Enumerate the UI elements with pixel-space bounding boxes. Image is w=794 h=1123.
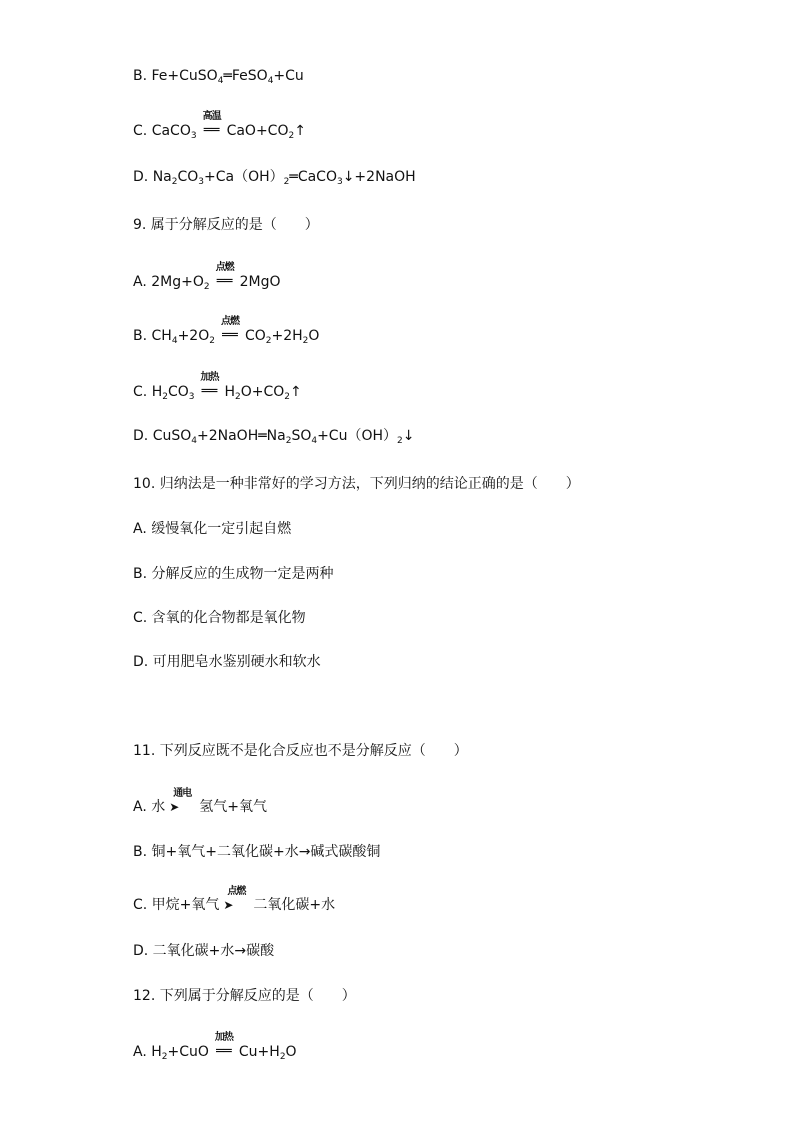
reactants: C. 甲烷+氧气 — [133, 897, 220, 913]
reaction-condition — [219, 316, 241, 346]
option-9d — [133, 426, 414, 446]
condition-text: 高温 — [202, 111, 221, 122]
option-label: B. — [133, 68, 152, 84]
reactants: $H_2+CuO$ — [151, 1044, 209, 1062]
condition-text: 通电 — [173, 788, 192, 799]
arrow-icon: ➤ — [169, 800, 180, 814]
condition-text: 点燃 — [227, 886, 246, 897]
option-8b — [133, 66, 304, 86]
option-label: A. — [133, 274, 152, 290]
reactants: A. 水 — [133, 799, 166, 815]
option-label: C. — [133, 384, 152, 400]
question-12: 12. 下列属于分解反应的是（ ） — [133, 988, 356, 1004]
equals-sign: ══ — [222, 328, 238, 343]
option-label: B. — [133, 328, 152, 344]
reaction-condition — [198, 372, 220, 402]
option-10c: C. 含氧的化合物都是氧化物 — [133, 610, 306, 626]
option-label: D. — [133, 169, 153, 185]
question-9: 9. 属于分解反应的是（ ） — [133, 217, 319, 233]
option-11a — [133, 788, 267, 817]
reaction-condition — [201, 111, 223, 141]
option-8c — [133, 111, 306, 141]
chemical-equation: $CuSO_4+2NaOH═Na_2SO_4+Cu(OH)_2↓$ — [152, 428, 415, 446]
option-11b: B. 铜+氧气+二氧化碳+水→碱式碳酸铜 — [133, 844, 381, 860]
option-11c — [133, 886, 336, 915]
condition-text: 点燃 — [215, 262, 234, 273]
option-label: A. — [133, 1044, 152, 1060]
option-10d: D. 可用肥皂水鉴别硬水和软水 — [133, 654, 321, 670]
products: $CaO+CO_2↑$ — [226, 123, 306, 141]
chemical-equation: $Na_2CO_3+Ca(OH)_2═CaCO_3↓+2NaOH$ — [152, 169, 416, 187]
products: $H_2O+CO_2↑$ — [224, 384, 302, 402]
equals-sign: ══ — [201, 384, 218, 399]
condition-text: 加热 — [200, 372, 219, 383]
condition-text: 加热 — [214, 1032, 233, 1043]
reaction-condition — [213, 1032, 235, 1062]
option-12a — [133, 1032, 297, 1062]
reactants: $H_2CO_3$ — [151, 384, 195, 402]
question-11: 11. 下列反应既不是化合反应也不是分解反应（ ） — [133, 743, 468, 759]
option-label: C. — [133, 123, 152, 139]
products: 二氧化碳+水 — [253, 897, 336, 913]
products: 氢气+氧气 — [199, 799, 267, 815]
reaction-condition — [223, 886, 249, 915]
reaction-condition — [169, 788, 195, 817]
products: $Cu+H_2O$ — [238, 1044, 297, 1062]
chemical-equation: Fe+CuSO$_4$═FeSO$_4$+Cu — [151, 68, 304, 86]
reactants: $2Mg+O_2$ — [151, 274, 210, 292]
reactants: $CH_4+2O_2$ — [151, 328, 215, 346]
products: 2MgO — [239, 274, 281, 290]
option-label: D. — [133, 428, 153, 444]
condition-text: 点燃 — [220, 316, 239, 327]
question-10: 10. 归纳法是一种非常好的学习方法，下列归纳的结论正确的是（ ） — [133, 476, 580, 492]
option-10b: B. 分解反应的生成物一定是两种 — [133, 566, 334, 582]
option-9b — [133, 316, 320, 346]
option-11d: D. 二氧化碳+水→碳酸 — [133, 943, 275, 959]
option-10a: A. 缓慢氧化一定引起自燃 — [133, 521, 292, 537]
equals-sign: ══ — [216, 1044, 232, 1059]
products: $CO_2+2H_2O$ — [244, 328, 320, 346]
option-9a — [133, 262, 281, 292]
reaction-condition — [214, 262, 236, 292]
equals-sign: ══ — [216, 274, 233, 289]
arrow-icon: ➤ — [223, 898, 234, 912]
option-9c — [133, 372, 302, 402]
option-8d — [133, 167, 416, 187]
equals-sign: ══ — [203, 123, 220, 138]
reactants: CaCO$_3$ — [151, 123, 197, 141]
